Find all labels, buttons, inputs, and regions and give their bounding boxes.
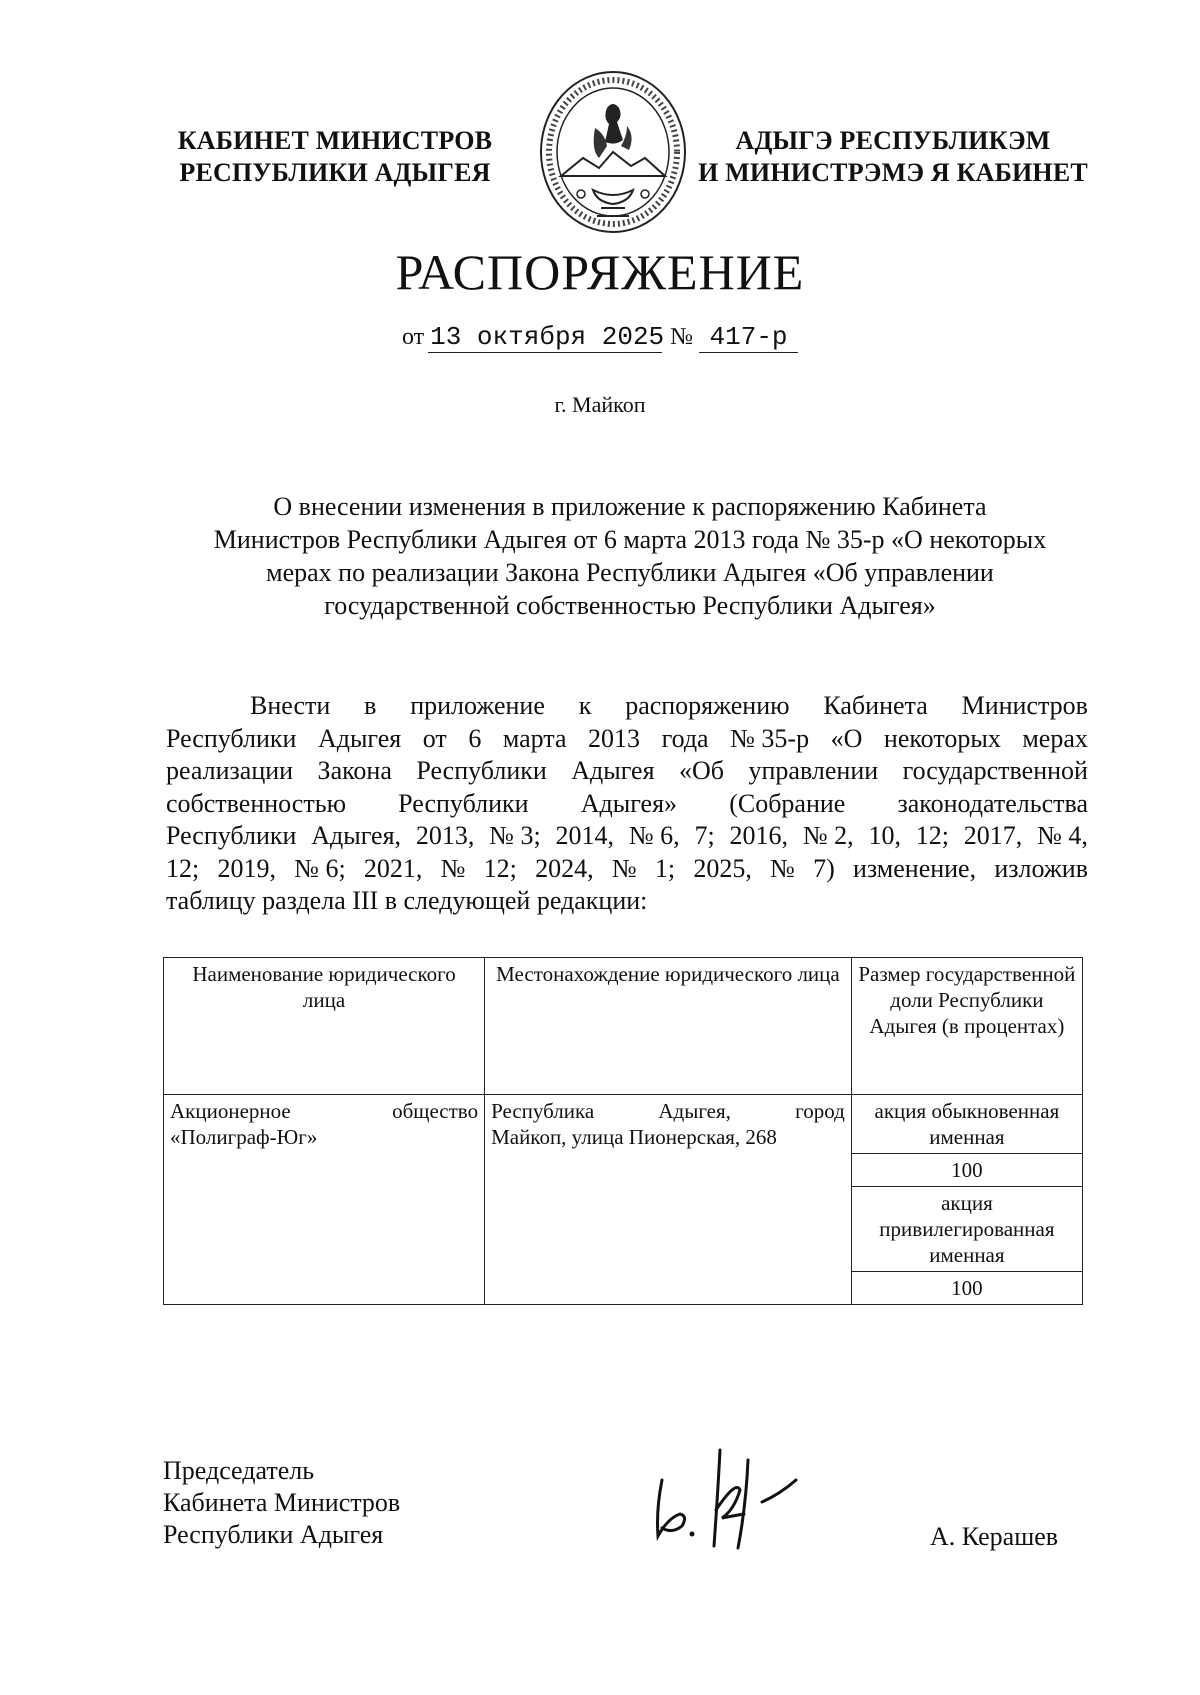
body-line [166,853,1088,886]
body-word: № [770,853,795,883]
body-word: № [440,853,466,883]
share-type-ordinary: акция обыкновенная именная [851,1095,1082,1154]
body-word: 2024, [535,853,594,883]
entity-name-word: общество [392,1099,479,1123]
body-word: 7; [694,821,715,850]
document-date: 13 октября 2025 [430,322,665,352]
body-word: 2021, [363,853,423,883]
document-title [160,490,1100,622]
body-word: Внести [250,691,331,720]
body-line [166,723,1088,756]
address-word: Республика [491,1099,595,1123]
body-word: к [578,691,592,720]
body-word: 2025, [693,853,752,883]
position-line: Республики Адыгея [163,1520,384,1549]
body-word: собственностью [166,788,346,818]
body-word: 10, [868,821,901,850]
body-word: изложив [994,853,1088,883]
body-word: «О [830,723,863,753]
signatory-position [163,1455,400,1551]
body-word: Кабинета [823,691,928,720]
body-word: 2019, [217,853,276,883]
title-line: Министров Республики Адыгея от 6 марта 2013 года № 35-р «О некоторых [213,525,1047,554]
entity-name-cell [164,1095,485,1305]
body-word: Адыгея [571,756,655,785]
signatory-name: А. Керашев [930,1522,1059,1551]
body-word: законодательства [897,788,1088,818]
body-paragraph [166,690,1088,918]
handwritten-signature [640,1440,810,1550]
org-name-russian [170,125,500,189]
number-label: № [670,324,694,350]
title-line: государственной собственностью Республики Адыгея» [324,591,936,620]
document-number: 417-р [699,322,798,353]
city: г. Майкоп [554,392,646,417]
body-word: марта [502,723,567,753]
body-word: государственной [902,756,1088,785]
body-word: № 4, [1037,821,1088,850]
body-word: таблицу раздела III в следующей редакции: [166,886,648,915]
body-word: года [661,723,709,753]
legal-entity-table [163,957,1083,1305]
body-word: № 3; [489,821,541,850]
body-word: управлении [748,756,879,785]
body-word: Республики [398,788,529,818]
body-word: 6 [468,723,482,753]
body-word: № 6, [628,821,680,850]
org-name-russian-line-1: КАБИНЕТ МИНИСТРОВ [177,126,493,155]
body-word: Закона [317,756,392,785]
body-word: № 35-р [730,723,810,753]
body-word: Адыгея, [311,821,402,850]
entity-name-word: Акционерное [170,1099,291,1123]
body-word: 12; [166,853,200,883]
body-word: изменение, [852,853,977,883]
org-name-adyghe-line-1: АДЫГЭ РЕСПУБЛИКЭМ [735,126,1051,155]
body-word: Министров [961,691,1088,720]
org-name-russian-line-2: РЕСПУБЛИКИ АДЫГЕЯ [179,158,491,187]
header-entity-location: Местонахождение юридического лица [485,958,852,1095]
body-word: № 6; [294,853,346,883]
document-type: РАСПОРЯЖЕНИЕ [395,244,805,300]
body-line [166,788,1088,821]
body-word: некоторых [883,723,1001,753]
body-word: от [422,723,447,753]
body-word: 2014, [555,821,615,850]
table-row [164,1095,1083,1154]
body-line [166,885,1088,918]
body-line [166,820,1088,853]
body-word: Республики [416,756,547,785]
table-header-row [164,958,1083,1095]
body-word: 7) [813,853,835,883]
body-word: Республики [166,821,297,850]
body-word: 2017, [963,821,1023,850]
body-word: № [611,853,637,883]
address-word: Адыгея, [658,1099,731,1123]
share-value-ordinary: 100 [851,1154,1082,1187]
title-line: О внесении изменения в приложение к распоряжению Кабинета [273,492,987,521]
body-line [166,690,1088,723]
body-word: распоряжению [625,691,790,720]
share-type-preferred: акция привилегированная именная [851,1187,1082,1272]
entity-address-cell [485,1095,852,1305]
body-word: № 2, [802,821,854,850]
body-word: Республики [166,723,297,753]
entity-address-line-1 [491,1098,845,1124]
body-word: 12; [915,821,949,850]
body-word: в [364,691,377,720]
position-line: Председатель [163,1456,315,1485]
header-entity-name: Наименование юридического лица [164,958,485,1095]
body-word: 12; [483,853,517,883]
date-number-line [0,322,1200,353]
body-word: Адыгея [317,723,402,753]
org-name-adyghe [693,125,1093,189]
body-word: приложение [410,691,545,720]
header-state-share: Размер государственной доли Республики Адыгея (в процентах) [851,958,1082,1095]
body-word: 2013 [588,723,641,753]
body-word: реализации [166,756,294,785]
title-line: мерах по реализации Закона Республики Адыгея «Об управлении [266,558,994,587]
body-line [166,755,1088,788]
address-word: город [795,1099,845,1123]
entity-name-line-2: «Полиграф-Юг» [170,1125,318,1149]
entity-name-line-1 [170,1098,478,1124]
position-line: Кабинета Министров [163,1488,401,1517]
org-name-adyghe-line-2: И МИНИСТРЭМЭ Я КАБИНЕТ [698,158,1088,187]
entity-address-line-2: Майкоп, улица Пионерская, 268 [491,1125,777,1149]
share-value-preferred: 100 [851,1272,1082,1305]
body-word: 1; [654,853,676,883]
body-word: мерах [1022,723,1088,753]
body-word: «Об [679,756,725,785]
body-word: 2016, [729,821,788,850]
body-word: Адыгея» [580,788,678,818]
body-word: (Собрание [729,788,846,818]
body-word: 2013, [415,821,475,850]
coat-of-arms-icon [537,68,689,236]
date-label: от [401,324,425,350]
